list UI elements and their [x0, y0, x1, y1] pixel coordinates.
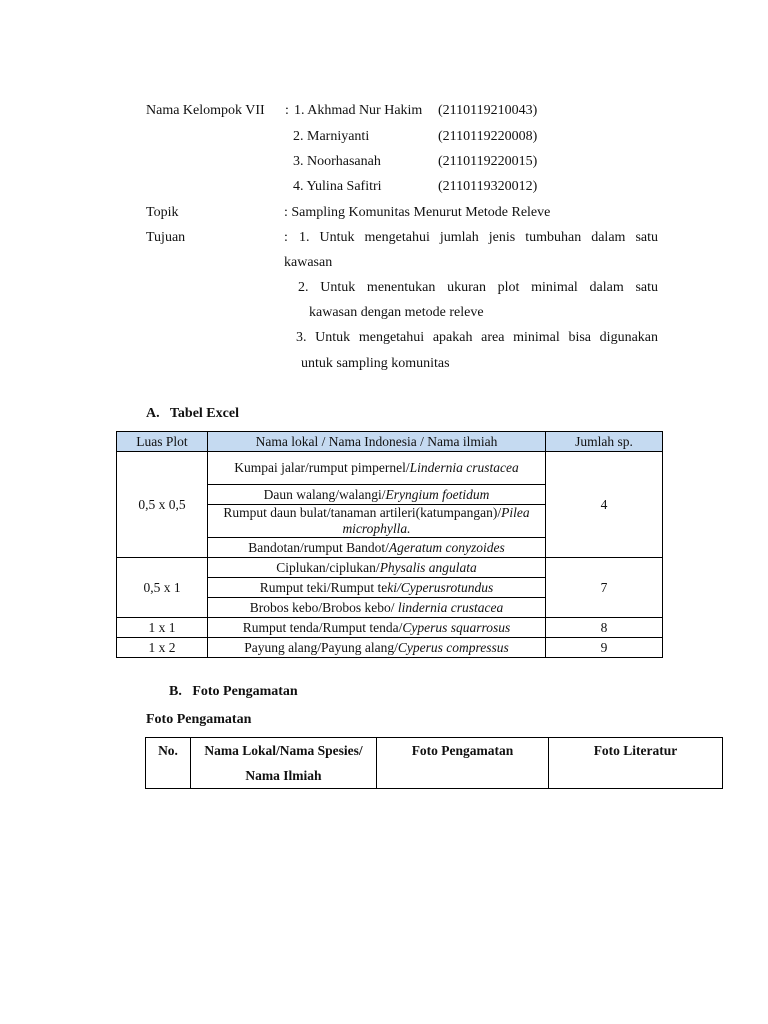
- scientific-name: Ageratum conyzoides: [388, 539, 505, 555]
- scientific-name: Pilea microphylla.: [342, 505, 530, 536]
- header-observation-photo: Foto Pengamatan: [377, 738, 549, 789]
- group-separator: :: [285, 103, 289, 118]
- header-literature-photo: Foto Literatur: [549, 738, 723, 789]
- member-name-3: 3. Noorhasanah: [293, 154, 381, 169]
- table-header-row: [117, 432, 663, 452]
- table-row: [117, 558, 663, 578]
- member-name-1: 1. Akhmad Nur Hakim: [294, 103, 423, 118]
- local-name: Bandotan/rumput Bandot/: [248, 539, 389, 555]
- plot-size-cell: 0,5 x 1: [117, 558, 208, 618]
- species-cell: [208, 598, 546, 618]
- species-cell: [208, 452, 546, 485]
- plot-size-cell: 1 x 2: [117, 638, 208, 658]
- goal-separator: :: [284, 230, 288, 245]
- species-cell: [208, 638, 546, 658]
- section-b-title: B. Foto Pengamatan: [169, 684, 298, 699]
- local-name: Rumput teki/Rumput te: [259, 579, 388, 595]
- local-name: Kumpai jalar/rumput pimpernel/: [234, 460, 410, 475]
- scientific-name: Physalis angulata: [379, 559, 477, 575]
- header-species-count: Jumlah sp.: [546, 432, 663, 452]
- topic-value: : Sampling Komunitas Menurut Metode Releve: [284, 205, 551, 220]
- species-cell: [208, 578, 546, 598]
- scientific-name: Cyperus compressus: [397, 639, 509, 655]
- photo-table-header-row: [146, 738, 723, 789]
- goal-1-line-2: kawasan: [284, 255, 333, 270]
- species-cell: [208, 558, 546, 578]
- local-name: Ciplukan/ciplukan/: [276, 559, 380, 575]
- member-id-1: (2110119210043): [438, 103, 538, 118]
- species-cell: [208, 485, 546, 505]
- goal-label: Tujuan: [146, 230, 186, 245]
- member-name-2: 2. Marniyanti: [293, 129, 370, 144]
- species-count-cell: 8: [546, 618, 663, 638]
- species-count-cell: 9: [546, 638, 663, 658]
- goal-2-line-1: 2. Untuk menentukan ukuran plot minimal dalam satu: [298, 280, 658, 295]
- species-cell: [208, 505, 546, 538]
- header-plot-size: Luas Plot: [117, 432, 208, 452]
- plot-size-cell: 1 x 1: [117, 618, 208, 638]
- local-name: Brobos kebo/Brobos kebo/: [249, 599, 398, 615]
- table-row: [117, 638, 663, 658]
- species-count-cell: 4: [546, 452, 663, 558]
- section-b-subtitle: Foto Pengamatan: [146, 712, 252, 727]
- species-cell: [208, 538, 546, 558]
- goal-1-line-1: 1. Untuk mengetahui jumlah jenis tumbuhan dalam satu: [299, 230, 658, 245]
- topic-label: Topik: [146, 205, 179, 220]
- member-id-4: (2110119320012): [438, 179, 538, 194]
- photo-table: [145, 737, 723, 789]
- scientific-name: ki/Cyperusrotundus: [387, 579, 494, 595]
- species-count-cell: 7: [546, 558, 663, 618]
- scientific-name: Lindernia crustacea: [409, 460, 519, 475]
- local-name: Daun walang/walangi/: [263, 486, 386, 502]
- scientific-name: lindernia crustacea: [397, 599, 504, 615]
- member-name-4: 4. Yulina Safitri: [293, 179, 382, 194]
- group-label: Nama Kelompok VII: [146, 103, 265, 118]
- table-row: [117, 452, 663, 485]
- local-name: Rumput daun bulat/tanaman artileri(katumpangan)/: [223, 505, 502, 520]
- goal-2-line-2: kawasan dengan metode releve: [309, 305, 484, 320]
- member-id-2: (2110119220008): [438, 129, 538, 144]
- scientific-name: Eryngium foetidum: [385, 486, 490, 502]
- species-table: [116, 431, 663, 658]
- section-a-title: A. Tabel Excel: [146, 406, 239, 421]
- species-cell: [208, 618, 546, 638]
- goal-3-line-2: untuk sampling komunitas: [301, 356, 450, 371]
- plot-size-cell: 0,5 x 0,5: [117, 452, 208, 558]
- goal-3-line-1: 3. Untuk mengetahui apakah area minimal bisa digunakan: [296, 330, 658, 345]
- local-name: Payung alang/Payung alang/: [244, 639, 398, 655]
- header-species-name: Nama Lokal/Nama Spesies/ Nama Ilmiah: [191, 738, 377, 789]
- member-id-3: (2110119220015): [438, 154, 538, 169]
- header-number: No.: [146, 738, 191, 789]
- table-row: [117, 618, 663, 638]
- header-species-names: Nama lokal / Nama Indonesia / Nama ilmiah: [208, 432, 546, 452]
- local-name: Rumput tenda/Rumput tenda/: [242, 619, 403, 635]
- scientific-name: Cyperus squarrosus: [402, 619, 511, 635]
